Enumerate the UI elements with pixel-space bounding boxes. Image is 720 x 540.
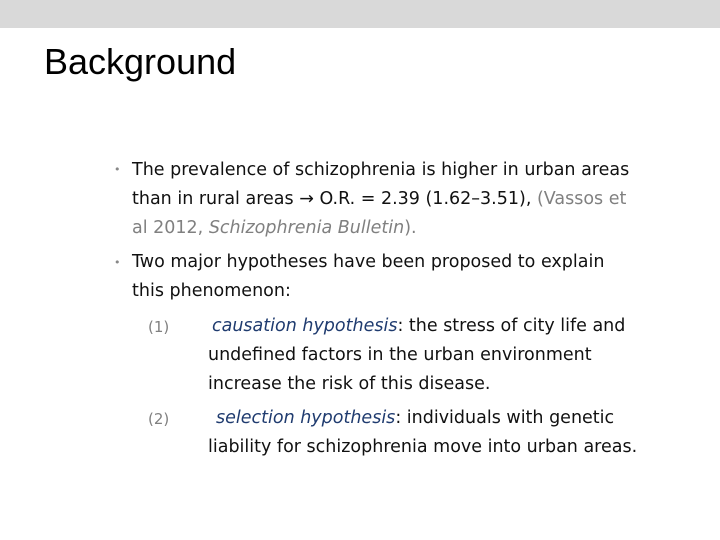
citation-end: ).	[404, 218, 417, 238]
subitem-1-line-1	[212, 312, 625, 341]
bullet-1	[132, 156, 692, 246]
subitem-1-line-3: increase the risk of this disease.	[208, 374, 491, 394]
bullet-marker: •	[114, 163, 121, 176]
bullet-marker: •	[114, 256, 121, 269]
subitem-2-line-2: liability for schizophrenia move into urban areas.	[208, 437, 638, 457]
bullet-2	[132, 248, 692, 308]
slide-title: Background	[44, 41, 237, 82]
bullet-2-line-2: this phenomenon:	[132, 281, 291, 301]
odds-ratio: O.R. = 2.39 (1.62–3.51),	[319, 189, 537, 209]
bullet-1-text: than in rural areas	[132, 189, 300, 209]
bullet-1-line-2	[132, 185, 626, 214]
citation-part-1: (Vassos et	[536, 189, 627, 209]
citation-journal: Schizophrenia Bulletin	[208, 218, 405, 238]
bullet-2-line-1: Two major hypotheses have been proposed to explain	[132, 252, 605, 272]
subitem-1-line-2: undefined factors in the urban environment	[208, 345, 592, 365]
subitem-2-line-1	[216, 404, 614, 433]
arrow-icon: →	[299, 189, 314, 209]
subitem-1-number: (1)	[148, 318, 170, 336]
top-bar	[0, 0, 720, 28]
causation-term: causation hypothesis	[212, 316, 398, 336]
subitem-2-number: (2)	[148, 410, 170, 428]
bullet-1-line-1: The prevalence of schizophrenia is higher in urban areas	[132, 160, 630, 180]
subitem-2	[208, 404, 708, 464]
subitem-1	[208, 312, 688, 402]
subitem-2-rest: : individuals with genetic	[395, 408, 615, 428]
citation-part-2: al 2012,	[132, 218, 209, 238]
selection-term: selection hypothesis	[216, 408, 396, 428]
bullet-1-line-3	[132, 214, 417, 243]
subitem-1-rest: : the stress of city life and	[397, 316, 626, 336]
